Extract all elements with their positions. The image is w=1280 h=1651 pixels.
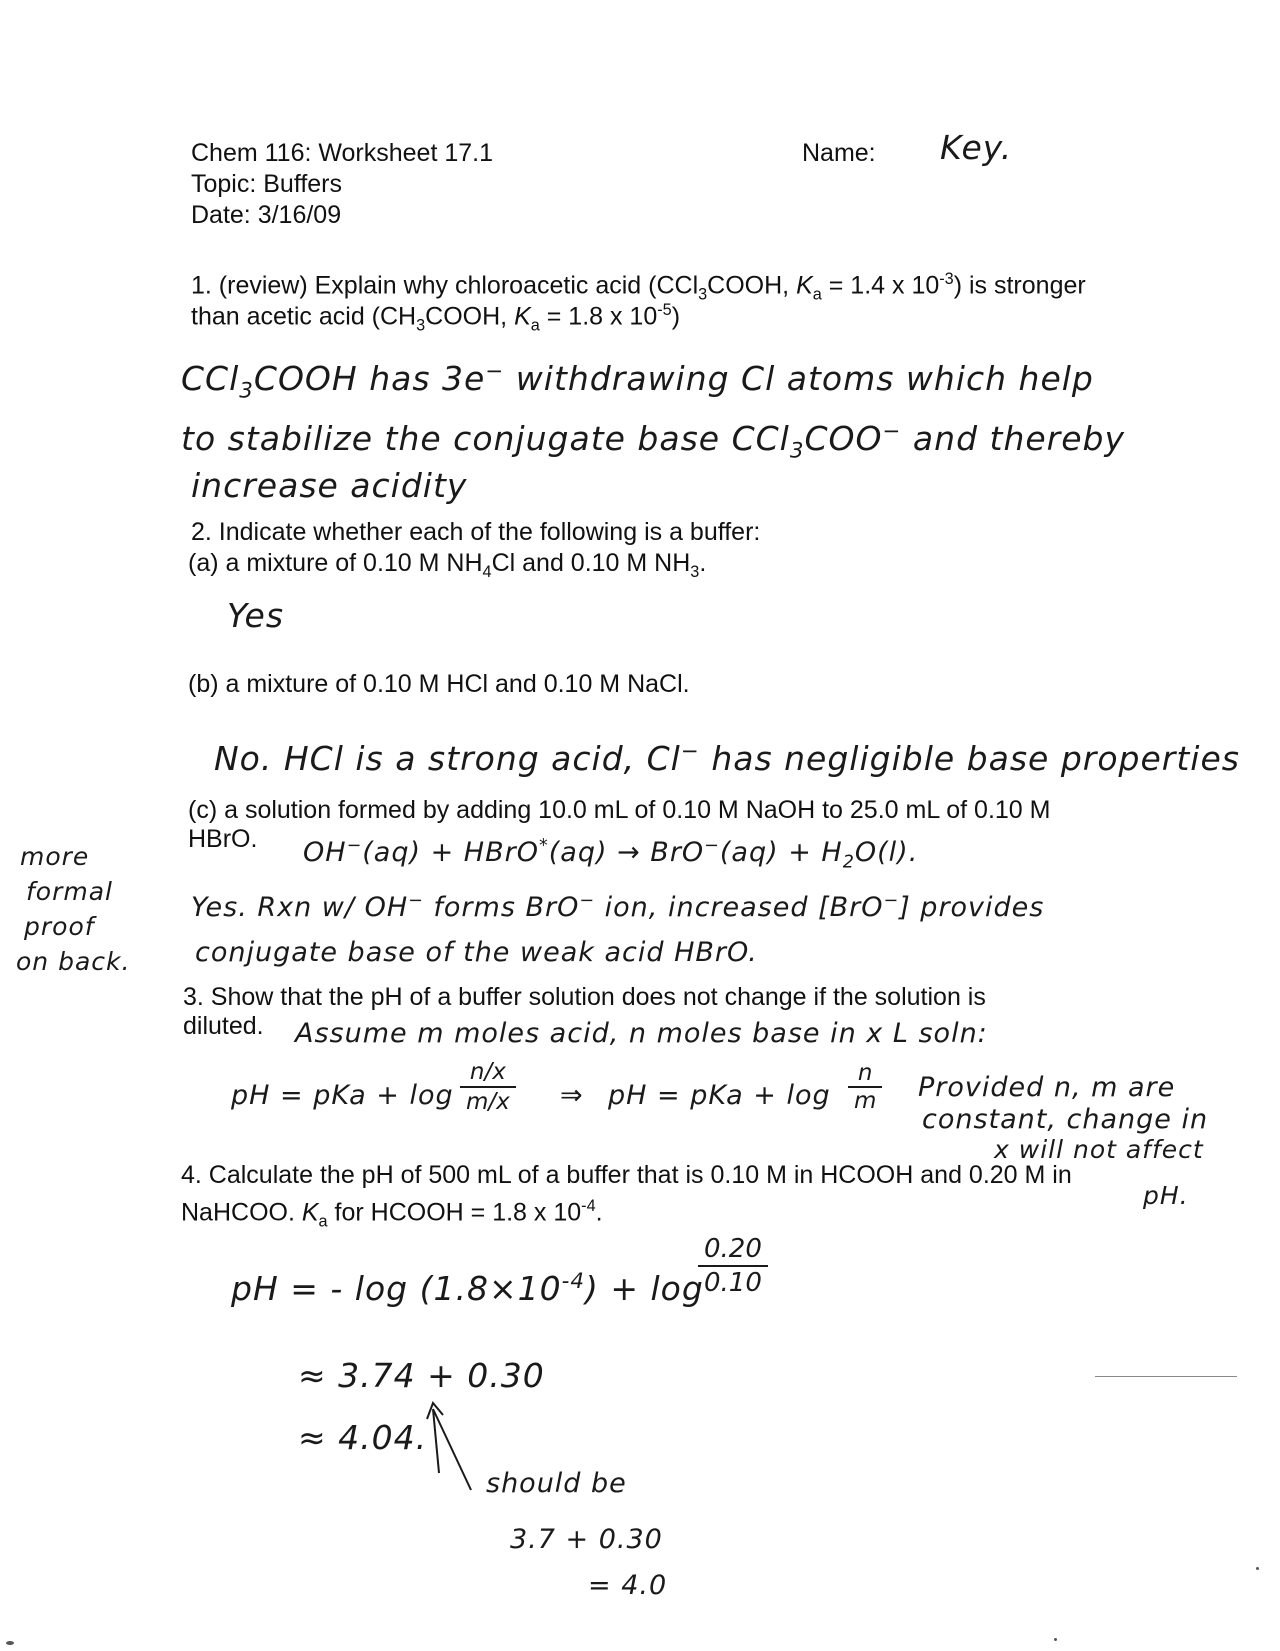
scan-speck <box>1054 1638 1057 1641</box>
q1-answer-line1: CCl$_3$COOH has 3e− withdrawing Cl atoms which help <box>181 359 1094 404</box>
q3-fraction-n-over-m <box>848 1060 882 1114</box>
q3-equation-right: pH = pKa + log <box>608 1080 831 1111</box>
q2a-answer: Yes <box>227 596 285 635</box>
q3-note-line2: constant, change in <box>922 1104 1209 1135</box>
date-line: Date: 3/16/09 <box>191 201 342 229</box>
q2a-prompt: (a) a mixture of 0.10 M $NH_4Cl$ and 0.10 M $NH_3$. <box>188 549 707 581</box>
q3-answer-intro: Assume m moles acid, n moles base in x L soln: <box>295 1018 988 1049</box>
q2c-prompt-line1: (c) a solution formed by adding 10.0 mL of 0.10 M NaOH to 25.0 mL of 0.10 M <box>188 796 1051 824</box>
q2-prompt: 2. Indicate whether each of the following is a buffer: <box>191 518 761 546</box>
q4-fraction-denominator: 0.10 <box>704 1268 762 1298</box>
scan-line-artifact <box>1095 1376 1237 1377</box>
q1-prompt-line1: 1. (review) Explain why chloroacetic acid (CCl$_3$COOH, $K_a = 1.4$ x $10^{-3}$) is stronger <box>191 270 1086 304</box>
margin-note-line4: on back. <box>16 947 131 976</box>
q1-answer-line3: increase acidity <box>191 466 468 505</box>
q4-correction-line1: should be <box>486 1468 627 1499</box>
q4-correction-arrow <box>425 1395 485 1495</box>
q3-prompt-line1: 3. Show that the pH of a buffer solution does not change if the solution is <box>183 983 986 1011</box>
q4-fraction-numerator: 0.20 <box>698 1233 768 1267</box>
q4-concentration-fraction <box>698 1233 768 1299</box>
course-title: Chem 116: Worksheet 17.1 <box>191 139 494 167</box>
topic-line: Topic: Buffers <box>191 170 343 198</box>
scan-speck <box>1256 1567 1259 1570</box>
q3-implies-arrow: ⇒ <box>560 1080 584 1111</box>
q3-fraction-numerator: n/x <box>460 1058 516 1088</box>
name-value-handwritten: Key. <box>940 128 1013 167</box>
q1-answer-line2: to stabilize the conjugate base CCl$_3$COO− and thereby <box>181 419 1126 464</box>
q4-work-line2: ≈ 3.74 + 0.30 <box>298 1356 545 1395</box>
q2b-answer: No. HCl is a strong acid, Cl− has negligible base properties <box>214 739 1240 778</box>
q3-fraction2-denominator: m <box>854 1088 877 1114</box>
q4-prompt-line2: NaHCOO. $K_a$ for HCOOH = 1.8 x $10^{-4}$. <box>181 1197 603 1231</box>
q2c-answer-line2: conjugate base of the weak acid HBrO. <box>195 937 758 968</box>
q3-fraction-nx-over-mx <box>460 1058 516 1116</box>
margin-note-line1: more <box>20 842 90 871</box>
q3-note-line1: Provided n, m are <box>918 1072 1176 1103</box>
q2c-answer-line1: Yes. Rxn w/ OH− forms BrO− ion, increased [BrO−] provides <box>191 891 1045 923</box>
q3-fraction2-numerator: n <box>848 1060 882 1088</box>
q3-note-line3: x will not affect <box>994 1135 1204 1164</box>
q4-prompt-line1: 4. Calculate the pH of 500 mL of a buffer that is 0.10 M in HCOOH and 0.20 M in <box>181 1161 1072 1189</box>
q3-fraction-denominator: m/x <box>466 1089 510 1115</box>
scan-speck <box>6 1641 14 1645</box>
q1-prompt-line2: than acetic acid ($CH_3COOH$, $K_a = 1.8$ x $10^{-5}$) <box>191 301 681 335</box>
q4-work-line3: ≈ 4.04. <box>298 1418 428 1457</box>
q3-note-line4: pH. <box>1143 1181 1189 1210</box>
q4-correction-line2: 3.7 + 0.30 <box>510 1524 663 1555</box>
q4-correction-line3: = 4.0 <box>588 1570 668 1601</box>
q2b-prompt: (b) a mixture of 0.10 M HCl and 0.10 M NaCl. <box>188 670 690 698</box>
q2c-prompt-line2: HBrO. <box>188 825 258 853</box>
q3-equation-left: pH = pKa + log <box>231 1080 454 1111</box>
q4-work-line1: pH = - $\log (1.8\times 10^{-4}) + \log$ <box>231 1269 704 1308</box>
name-label: Name: <box>802 139 876 167</box>
margin-note-line3: proof <box>24 912 95 941</box>
margin-note-line2: formal <box>26 877 113 906</box>
q3-prompt-line2: diluted. <box>183 1012 264 1040</box>
q2c-reaction-equation: OH−(aq) + HBrO*(aq) → $BrO^-(aq) + H_2O(l)$. <box>303 836 919 873</box>
